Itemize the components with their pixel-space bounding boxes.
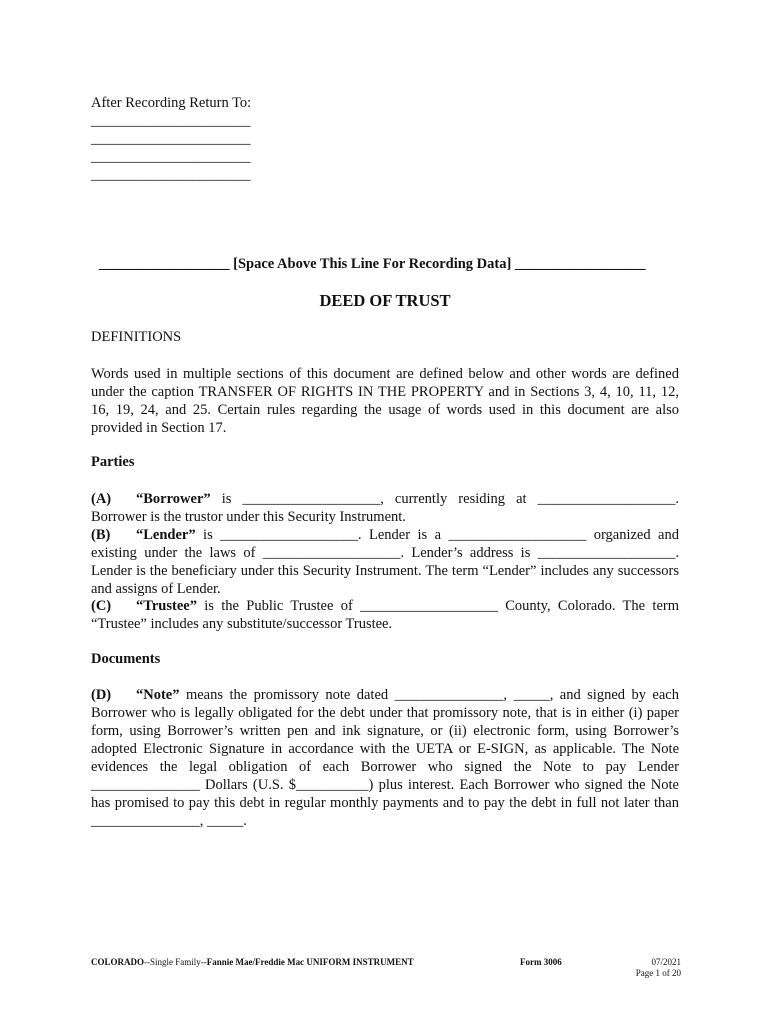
- definition-item-trustee: [91, 597, 679, 633]
- return-to-block: [91, 94, 251, 184]
- intro-paragraph: Words used in multiple sections of this document are defined below and other words are defined under the caption TRANSFER OF RIGHTS IN THE PROPERTY and in Sections 3, 4, 10, 11, 12, 16, 19, 24, and 25. Certain rules regarding the usage of words used in this document are also provided in Section 17.: [91, 366, 679, 436]
- return-to-label: After Recording Return To:: [91, 95, 252, 111]
- item-label: (A): [91, 491, 112, 507]
- definitions-heading: DEFINITIONS: [91, 329, 182, 345]
- document-title: DEED OF TRUST: [319, 291, 451, 310]
- footer-date: 07/2021: [651, 957, 681, 967]
- return-to-blank-line: ______________________: [91, 131, 251, 147]
- return-to-blank-line: ______________________: [91, 167, 251, 183]
- parties-heading: Parties: [91, 454, 135, 470]
- footer-date-page: [600, 957, 681, 979]
- definition-text: means the promissory note dated _______________, _____, and signed by each Borrower who is legally obligated for the debt under that promissory note, that is in either (i) paper form, using Borrower’s written pen and ink signature, or (ii) electronic form, using Borrower’s adopted Electronic Signature in accordance with the UETA or E-SIGN, as applicable. The Note evidences the legal obligation of each Borrower who signed the Note to pay Lender _______________ Dollars (U.S. $__________) plus interest. Each Borrower who signed the Note has promised to pay this debt in regular monthly payments and to pay the debt in full not later than _______________, _____.: [91, 687, 679, 829]
- defined-term: “Trustee”: [136, 598, 197, 614]
- item-label: (D): [91, 687, 112, 703]
- recording-data-separator: __________________ [Space Above This Line For Recording Data] __________________: [99, 256, 646, 272]
- footer-form-number: Form 3006: [520, 957, 562, 967]
- defined-term: “Note”: [136, 687, 180, 703]
- defined-term: “Borrower”: [136, 491, 211, 507]
- return-to-blank-line: ______________________: [91, 149, 251, 165]
- footer-state: COLORADO: [91, 957, 145, 967]
- definition-text: is the Public Trustee of ___________________ County, Colorado. The term “Trustee” includes any substitute/successor Trustee.: [91, 598, 679, 632]
- item-label: (C): [91, 598, 112, 614]
- definition-item-lender: [91, 526, 679, 598]
- footer-family: --Single Family--: [144, 957, 207, 967]
- documents-heading: Documents: [91, 651, 161, 667]
- definition-text: is ___________________. Lender is a ___________________ organized and existing under the laws of ___________________. Lender’s address is ___________________. Lender is the beneficiary under this Security Instrument. The term “Lender” includes any successors and assigns of Lender.: [91, 527, 679, 597]
- definition-item-borrower: [91, 490, 679, 526]
- defined-term: “Lender”: [136, 527, 196, 543]
- footer-instrument: [91, 957, 414, 968]
- item-label: (B): [91, 527, 111, 543]
- footer-page-number: Page 1 of 20: [635, 968, 681, 978]
- definition-item-note: [91, 686, 679, 830]
- return-to-blank-line: ______________________: [91, 113, 251, 129]
- footer-instrument-name: Fannie Mae/Freddie Mac UNIFORM INSTRUMENT: [206, 957, 414, 967]
- definition-text: is ___________________, currently residing at ___________________. Borrower is the trustor under this Security Instrument.: [91, 491, 679, 525]
